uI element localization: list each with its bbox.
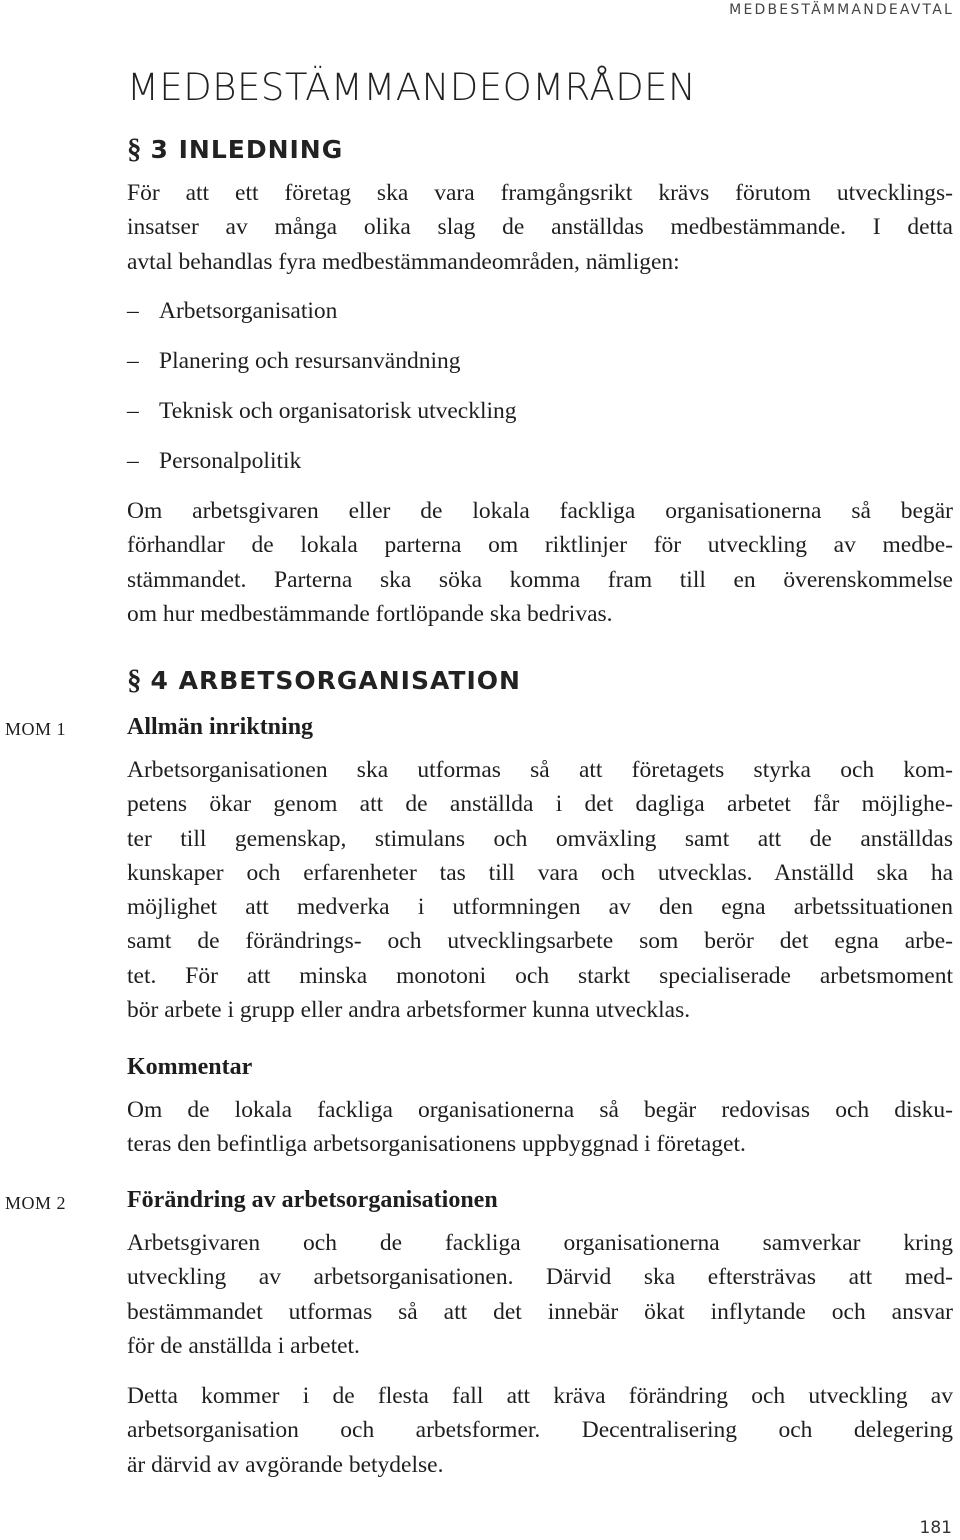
mom-1-heading: Allmän inriktning	[127, 714, 314, 740]
comment-heading: Kommentar	[127, 1054, 253, 1080]
section-4-heading	[127, 664, 521, 697]
page-number: 181	[919, 1518, 952, 1538]
list-item-label: Planering och resursanvändning	[159, 348, 461, 374]
text-line: om hur medbestämmande fortlöpande ska bedrivas.	[127, 600, 613, 627]
dash-bullet: –	[127, 348, 139, 374]
text-line: Arbetsorganisationen ska utformas så att företagets styrka och kom-	[127, 757, 953, 783]
text-line: utveckling av arbetsorganisationen. Därvid ska eftersträvas att med-	[127, 1264, 953, 1291]
text-line: För att ett företag ska vara framgångsrikt krävs förutom utvecklings-	[127, 180, 953, 206]
text-line: ter till gemenskap, stimulans och omväxling samt att de anställdas	[127, 825, 953, 852]
text-line: teras den befintliga arbetsorganisationens uppbyggnad i företaget.	[127, 1131, 746, 1158]
list-item	[127, 436, 517, 486]
running-head: MEDBESTÄMMANDEAVTAL	[729, 2, 954, 18]
mom-2-paragraph-2	[127, 1379, 953, 1482]
dash-bullet: –	[127, 448, 139, 474]
section-4-title: 4 ARBETSORGANISATION	[150, 666, 521, 695]
mom-1-paragraph	[127, 753, 953, 1027]
list-item-label: Arbetsorganisation	[159, 298, 338, 324]
mom-2-heading: Förändring av arbetsorganisationen	[127, 1187, 498, 1213]
text-line: stämmandet. Parterna ska söka komma fram till en överenskommelse	[127, 566, 953, 593]
text-line: är därvid av avgörande betydelse.	[127, 1451, 444, 1478]
negotiation-paragraph	[127, 494, 953, 631]
text-line: petens ökar genom att de anställda i det dagliga arbetet får möjlighe-	[127, 791, 953, 818]
intro-paragraph	[127, 176, 953, 279]
text-line: förhandlar de lokala parterna om riktlinjer för utveckling av medbe-	[127, 532, 953, 559]
list-item	[127, 386, 517, 436]
text-line: Om arbetsgivaren eller de lokala fackliga organisationerna så begär	[127, 498, 953, 524]
comment-paragraph	[127, 1093, 953, 1162]
text-line: Om de lokala fackliga organisationerna så begär redovisas och disku-	[127, 1097, 953, 1123]
areas-list	[127, 286, 517, 486]
list-item-label: Teknisk och organisatorisk utveckling	[159, 398, 517, 424]
mom-1-label: MOM 1	[5, 719, 67, 739]
text-line: arbetsorganisation och arbetsformer. Decentralisering och delegering	[127, 1417, 953, 1444]
mom-2-label: MOM 2	[5, 1193, 67, 1213]
list-item	[127, 336, 517, 386]
text-line: insatser av många olika slag de anställdas medbestämmande. I detta	[127, 214, 953, 241]
section-sign: §	[127, 133, 143, 165]
list-item-label: Personalpolitik	[159, 448, 302, 474]
dash-bullet: –	[127, 398, 139, 424]
text-line: Arbetsgivaren och de fackliga organisationerna samverkar kring	[127, 1230, 953, 1256]
text-line: Detta kommer i de flesta fall att kräva förändring och utveckling av	[127, 1383, 953, 1409]
text-line: kunskaper och erfarenheter tas till vara och utvecklas. Anställd ska ha	[127, 859, 953, 886]
list-item	[127, 286, 517, 336]
text-line: samt de förändrings- och utvecklingsarbete som berör det egna arbe-	[127, 928, 953, 955]
text-line: bör arbete i grupp eller andra arbetsformer kunna utvecklas.	[127, 997, 691, 1024]
text-line: möjlighet att medverka i utformningen av den egna arbetssituationen	[127, 894, 953, 921]
section-3-title: 3 INLEDNING	[150, 135, 344, 164]
section-3-heading	[127, 133, 343, 166]
section-sign: §	[127, 664, 143, 696]
mom-2-paragraph-1	[127, 1226, 953, 1363]
text-line: tet. För att minska monotoni och starkt specialiserade arbetsmoment	[127, 962, 953, 989]
text-line: avtal behandlas fyra medbestämmandeområden, nämligen:	[127, 248, 680, 275]
dash-bullet: –	[127, 298, 139, 324]
text-line: bestämmandet utformas så att det innebär ökat inflytande och ansvar	[127, 1298, 953, 1325]
page-title: MEDBESTÄMMANDEOMRÅDEN	[127, 66, 697, 109]
text-line: för de anställda i arbetet.	[127, 1332, 360, 1359]
